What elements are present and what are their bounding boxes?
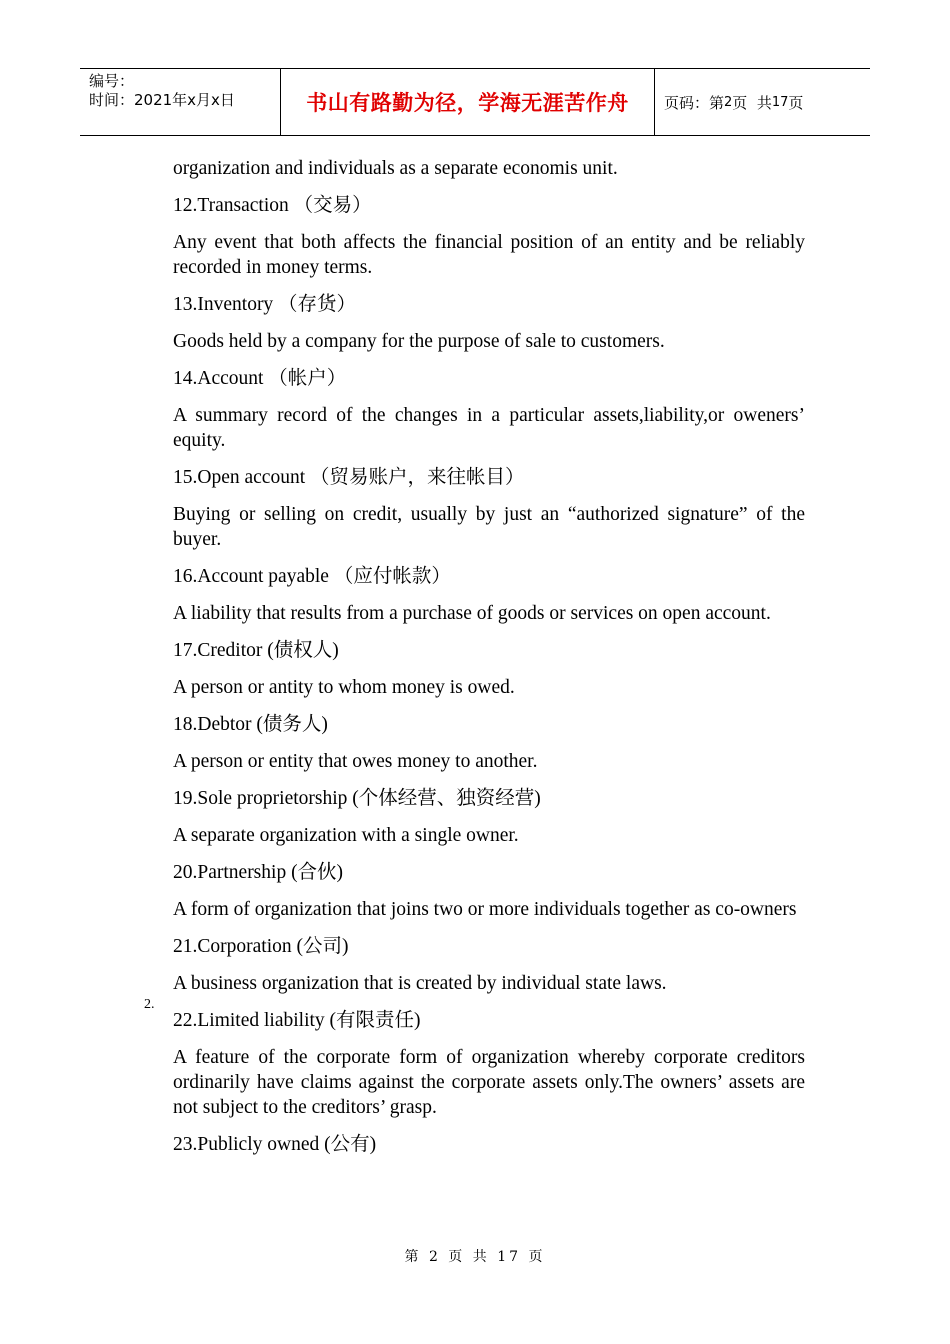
definition: A feature of the corporate form of organization whereby corporate creditors ordinarily have claims against the corporate assets only.The owners’ assets are not subject to the creditors’ grasp. bbox=[173, 1047, 805, 1118]
definition: Any event that both affects the financial position of an entity and be reliably recorded in money terms. bbox=[173, 232, 805, 278]
term-heading: 18.Debtor (债务人) bbox=[173, 714, 328, 735]
page-header bbox=[80, 68, 870, 136]
page-current: 2 bbox=[724, 94, 733, 110]
page-footer: 第 2 页 共 17 页 bbox=[404, 1249, 546, 1265]
term-heading: 22.Limited liability (有限责任) bbox=[173, 1010, 421, 1031]
list-marker: 2. bbox=[144, 997, 155, 1012]
term-heading: 23.Publicly owned (公有) bbox=[173, 1134, 377, 1155]
term-heading: 19.Sole proprietorship (个体经营、独资经营) bbox=[173, 788, 541, 809]
term-heading: 17.Creditor (债权人) bbox=[173, 640, 339, 661]
term-heading: 14.Account （帐户） bbox=[173, 368, 347, 389]
time-label: 时间：2021年x月x日 bbox=[89, 91, 235, 109]
page-suffix: 页 bbox=[788, 93, 804, 112]
term-heading: 20.Partnership (合伙) bbox=[173, 862, 344, 883]
definition: Buying or selling on credit, usually by just an “authorized signature” of the buyer. bbox=[173, 504, 805, 550]
page-mid: 页 共 bbox=[732, 93, 772, 112]
header-page-info bbox=[655, 69, 870, 135]
paragraph: organization and individuals as a separate economis unit. bbox=[173, 158, 618, 179]
page-total: 17 bbox=[771, 94, 789, 110]
page-prefix: 页码：第 bbox=[664, 93, 725, 112]
definition: A business organization that is created by individual state laws. bbox=[173, 973, 667, 994]
term-heading: 13.Inventory （存货） bbox=[173, 294, 357, 315]
document-body bbox=[173, 156, 805, 1169]
definition: A form of organization that joins two or more individuals together as co-owners bbox=[173, 899, 797, 920]
definition: A summary record of the changes in a particular assets,liability,or oweners’ equity. bbox=[173, 405, 805, 451]
term-heading: 21.Corporation (公司) bbox=[173, 936, 349, 957]
term-heading: 15.Open account （贸易账户，来往帐目） bbox=[173, 467, 525, 488]
term-heading: 16.Account payable （应付帐款） bbox=[173, 566, 451, 587]
term-heading: 12.Transaction （交易） bbox=[173, 195, 372, 216]
definition: Goods held by a company for the purpose of sale to customers. bbox=[173, 331, 665, 352]
header-meta bbox=[80, 69, 281, 135]
number-label: 编号： bbox=[89, 72, 135, 90]
definition: A person or entity that owes money to another. bbox=[173, 751, 538, 772]
definition: A person or antity to whom money is owed. bbox=[173, 677, 515, 698]
definition: A separate organization with a single owner. bbox=[173, 825, 519, 846]
header-motto: 书山有路勤为径，学海无涯苦作舟 bbox=[281, 69, 655, 135]
definition: A liability that results from a purchase of goods or services on open account. bbox=[173, 603, 771, 624]
